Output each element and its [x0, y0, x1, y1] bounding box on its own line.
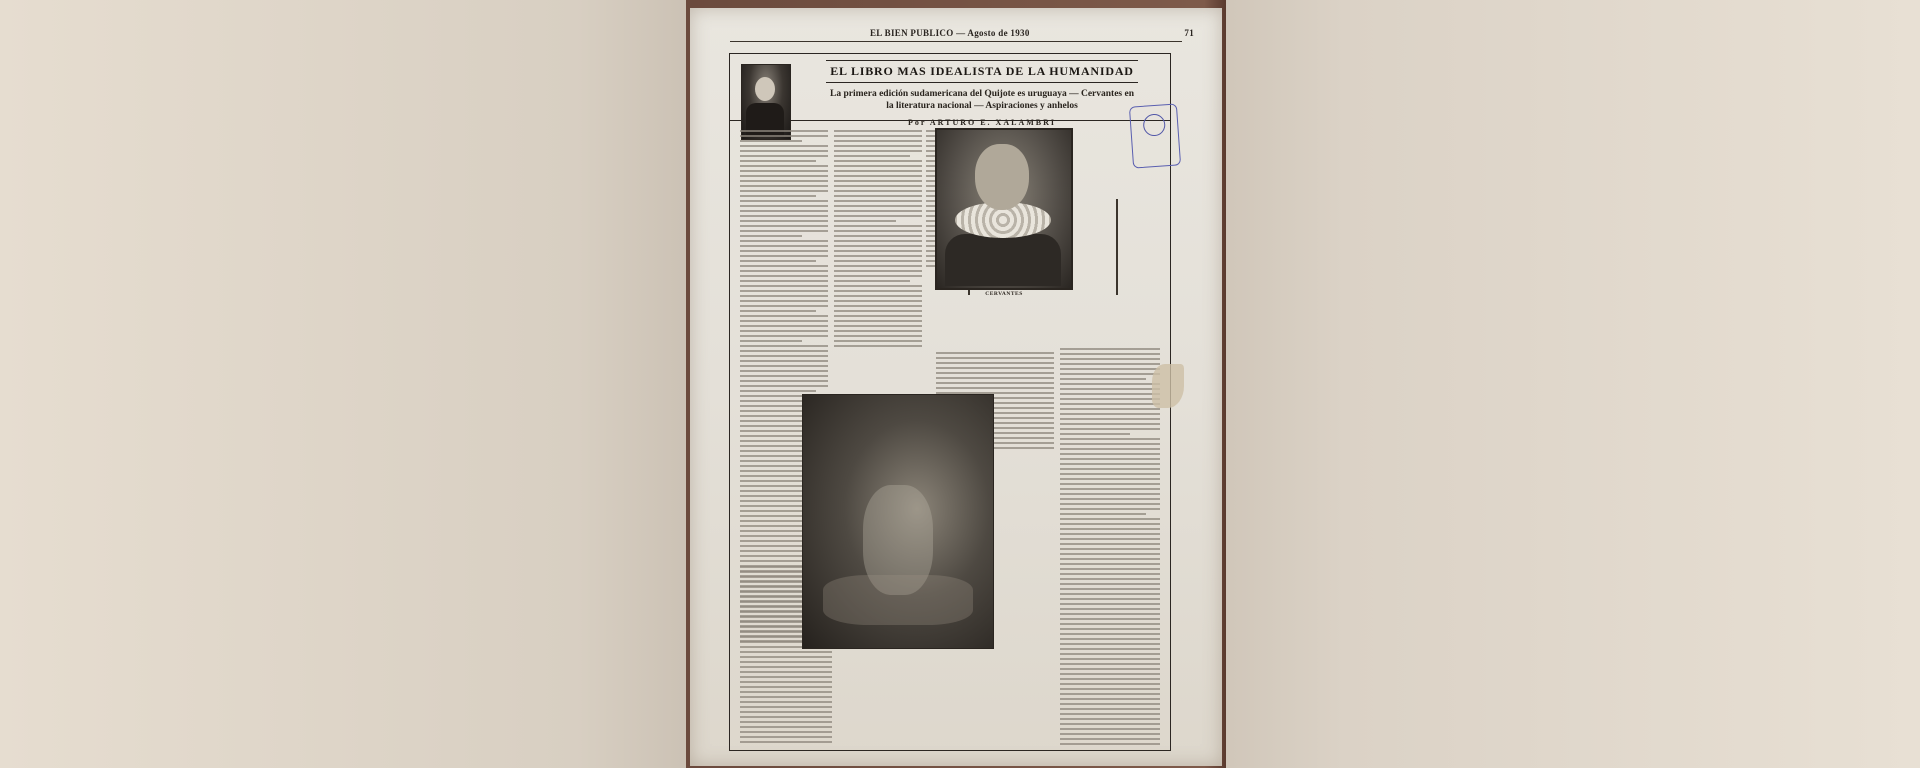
text-column-left-center	[834, 130, 922, 350]
text-column-right	[1060, 348, 1160, 748]
article-byline: Por ARTURO E. XALAMBRI	[907, 118, 1057, 127]
portrait-head	[975, 144, 1029, 210]
stamp-emblem	[1142, 113, 1165, 136]
cervantes-caption: CERVANTES	[985, 291, 1023, 297]
newspaper-page	[690, 8, 1222, 766]
illustration-books	[823, 575, 973, 625]
ornament-right	[1116, 199, 1118, 295]
paper-tear	[1152, 364, 1184, 408]
page-number: 71	[1184, 28, 1194, 38]
publication-line: EL BIEN PUBLICO — Agosto de 1930	[870, 28, 1030, 38]
portrait-face	[755, 77, 775, 101]
quixote-illustration	[802, 394, 994, 649]
header-rule	[730, 41, 1182, 42]
portrait-body	[945, 234, 1061, 286]
author-portrait	[741, 64, 791, 140]
cervantes-portrait	[935, 128, 1073, 290]
library-stamp	[1129, 103, 1181, 168]
article-title: EL LIBRO MAS IDEALISTA DE LA HUMANIDAD	[826, 60, 1138, 83]
title-block	[826, 60, 1138, 127]
article-subtitle: La primera edición sudamericana del Quijote es uruguaya — Cervantes en la literatura nacional — Aspiraciones y anhelos	[830, 89, 1134, 111]
running-head	[700, 28, 1194, 38]
